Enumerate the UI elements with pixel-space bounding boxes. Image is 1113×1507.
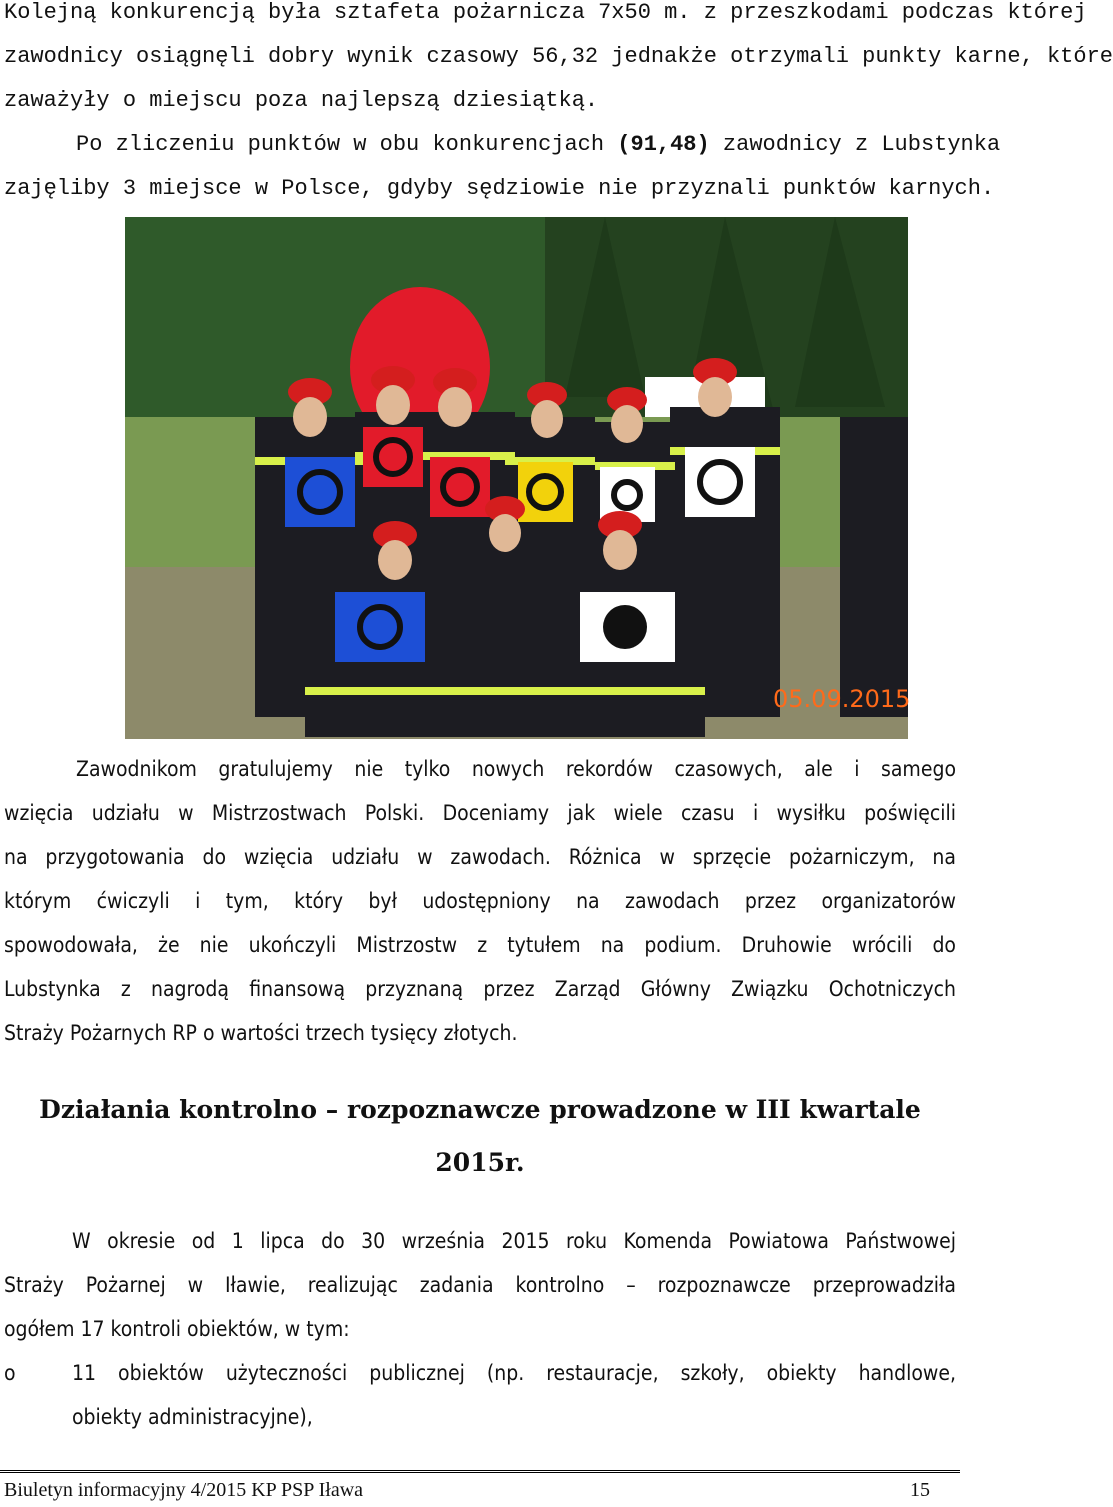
text-line: na przygotowania do wzięcia udziału w zawodach. Różnica w sprzęcie pożarniczym, na bbox=[4, 845, 956, 869]
photo-date-stamp: 05.09.2015 bbox=[773, 685, 911, 713]
text-line bbox=[4, 132, 1001, 157]
text-line: zajęliby 3 miejsce w Polsce, gdyby sędziowie nie przyznali punktów karnych. bbox=[4, 176, 995, 201]
text-line: spowodowała, że nie ukończyli Mistrzostw z tytułem na podium. Druhowie wrócili do bbox=[4, 933, 956, 957]
section-heading-line: Działania kontrolno – rozpoznawcze prowadzone w III kwartale bbox=[39, 1095, 921, 1124]
text-line: zaważyły o miejscu poza najlepszą dziesiątką. bbox=[4, 88, 599, 113]
text-line: Straży Pożarnych RP o wartości trzech tysięcy złotych. bbox=[4, 1021, 518, 1045]
team-photo-illustration bbox=[125, 217, 911, 739]
footer-title: Biuletyn informacyjny 4/2015 KP PSP Iława bbox=[4, 1479, 364, 1501]
text-line: Lubstynka z nagrodą finansową przyznaną przez Zarząd Główny Związku Ochotniczych bbox=[4, 977, 956, 1001]
text-line: Kolejną konkurencją była sztafeta pożarnicza 7x50 m. z przeszkodami podczas której bbox=[4, 0, 1087, 25]
text-line: którym ćwiczyli i tym, który był udostępniony na zawodach przez organizatorów bbox=[4, 889, 956, 913]
text-line: zawodnicy osiągnęli dobry wynik czasowy 56,32 jednakże otrzymali punkty karne, które bbox=[4, 44, 1113, 69]
text-span: zawodnicy z Lubstynka bbox=[709, 132, 1001, 157]
bullet-marker: o bbox=[4, 1361, 16, 1385]
text-line: 11 obiektów użyteczności publicznej (np. restauracje, szkoły, obiekty handlowe, bbox=[72, 1361, 956, 1385]
text-line: wzięcia udziału w Mistrzostwach Polski. Doceniamy jak wiele czasu i wysiłku poświęcili bbox=[4, 801, 956, 825]
text-span: Po zliczeniu punktów w obu konkurencjach bbox=[76, 132, 618, 157]
score-value: (91,48) bbox=[617, 132, 710, 157]
team-photo bbox=[125, 217, 911, 739]
text-line: W okresie od 1 lipca do 30 września 2015 roku Komenda Powiatowa Państwowej bbox=[72, 1229, 956, 1253]
page-number: 15 bbox=[910, 1479, 930, 1501]
text-line: obiekty administracyjne), bbox=[72, 1405, 313, 1429]
text-line: Zawodnikom gratulujemy nie tylko nowych rekordów czasowych, ale i samego bbox=[76, 757, 956, 781]
page-footer bbox=[0, 1470, 960, 1507]
text-line: Straży Pożarnej w Iławie, realizując zadania kontrolno – rozpoznawcze przeprowadziła bbox=[4, 1273, 956, 1297]
text-line: ogółem 17 kontroli obiektów, w tym: bbox=[4, 1317, 350, 1341]
section-heading-year: 2015r. bbox=[435, 1148, 525, 1177]
